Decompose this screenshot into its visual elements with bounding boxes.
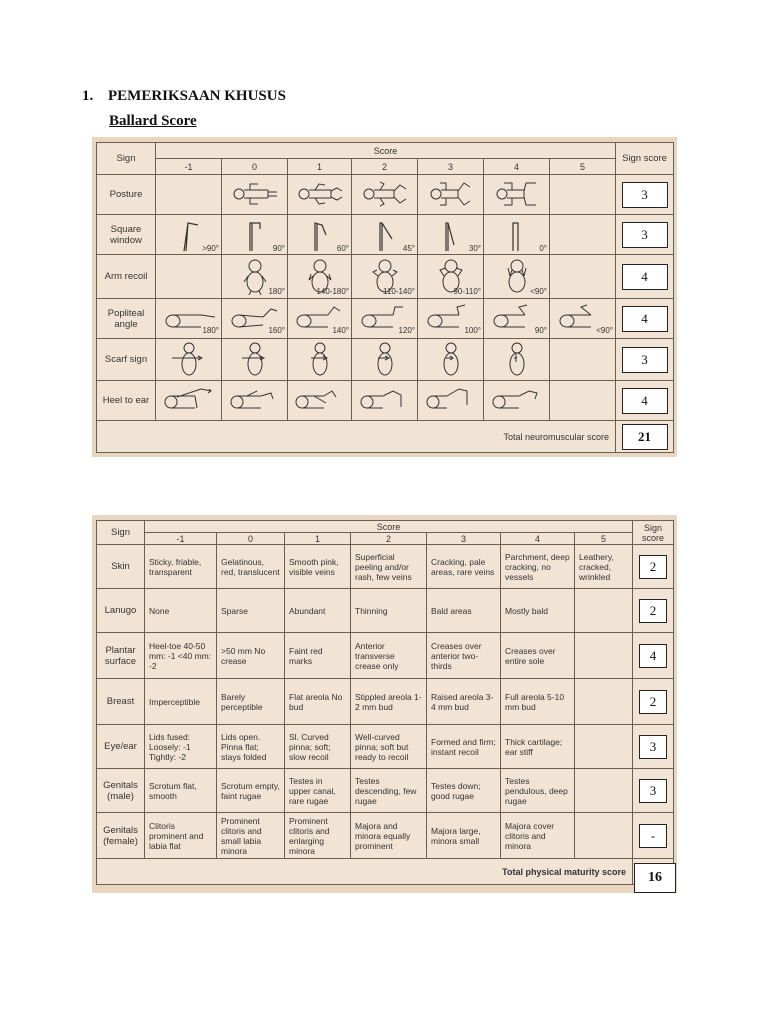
square-window-degree: 60° — [336, 243, 349, 253]
physical-criterion-cell: Sticky, friable, transparent — [145, 545, 217, 589]
physical-criterion-cell: None — [145, 589, 217, 633]
physical-criterion-cell: Mostly bald — [501, 589, 575, 633]
neuromuscular-total: 21 — [622, 424, 668, 450]
physical-criterion-cell — [575, 679, 633, 725]
physical-criterion-cell: Anterior transverse crease only — [351, 633, 427, 679]
square-window-degree: 0° — [539, 243, 547, 253]
score-col-1: 1 — [285, 533, 351, 545]
popliteal-angle-label: Popliteal angle — [97, 299, 156, 339]
arm-recoil-score: 4 — [622, 264, 668, 290]
physical-criterion-cell: Raised areola 3-4 mm bud — [427, 679, 501, 725]
sign-score-header: Sign score — [616, 143, 674, 175]
popliteal-degree: 100° — [464, 325, 481, 335]
neuromuscular-table — [96, 142, 674, 453]
square-window-label: Square window — [97, 215, 156, 255]
physical-sign-label: Breast — [97, 679, 145, 725]
posture-figure — [352, 175, 418, 215]
popliteal-degree: 90° — [534, 325, 547, 335]
physical-sign-score: 2 — [639, 555, 667, 579]
physical-criterion-cell — [575, 813, 633, 859]
physical-row — [97, 725, 674, 769]
physical-criterion-cell: Smooth pink, visible veins — [285, 545, 351, 589]
physical-row — [97, 813, 674, 859]
physical-criterion-cell: Testes pendulous, deep rugae — [501, 769, 575, 813]
posture-label: Posture — [97, 175, 156, 215]
physical-criterion-cell: Testes down; good rugae — [427, 769, 501, 813]
physical-maturity-total: 16 — [634, 863, 676, 893]
arm-recoil-degree: 180° — [268, 286, 285, 296]
scarf-sign-label: Scarf sign — [97, 339, 156, 381]
scarf-figure — [484, 339, 550, 381]
scarf-figure — [156, 339, 222, 381]
physical-criterion-cell: Scrotum empty, faint rugae — [217, 769, 285, 813]
physical-sign-label: Genitals (female) — [97, 813, 145, 859]
physical-criterion-cell: Bald areas — [427, 589, 501, 633]
popliteal-degree: 140° — [332, 325, 349, 335]
score-col-3: 3 — [427, 533, 501, 545]
popliteal-degree: 180° — [202, 325, 219, 335]
arm-recoil-degree: 140-180° — [316, 286, 349, 296]
sign-header: Sign — [97, 521, 145, 545]
scarf-figure — [418, 339, 484, 381]
score-col-4: 4 — [501, 533, 575, 545]
posture-figure — [418, 175, 484, 215]
physical-sign-label: Skin — [97, 545, 145, 589]
physical-criterion-cell: Clitoris prominent and labia flat — [145, 813, 217, 859]
heel-figure — [418, 381, 484, 421]
physical-criterion-cell: Abundant — [285, 589, 351, 633]
heel-to-ear-label: Heel to ear — [97, 381, 156, 421]
score-col-2: 2 — [352, 159, 418, 175]
physical-sign-label: Genitals (male) — [97, 769, 145, 813]
physical-criterion-cell: Lids fused: Loosely: -1 Tightly: -2 — [145, 725, 217, 769]
physical-criterion-cell: Faint red marks — [285, 633, 351, 679]
scarf-figure — [222, 339, 288, 381]
physical-row — [97, 679, 674, 725]
score-col-4: 4 — [484, 159, 550, 175]
physical-sign-score: - — [639, 824, 667, 848]
score-col-0: 0 — [222, 159, 288, 175]
heel-to-ear-score: 4 — [622, 388, 668, 414]
heel-figure — [156, 381, 222, 421]
physical-criterion-cell: Sl. Curved pinna; soft; slow recoil — [285, 725, 351, 769]
square-window-score: 3 — [622, 222, 668, 248]
physical-sign-label: Plantar surface — [97, 633, 145, 679]
popliteal-degree: 160° — [268, 325, 285, 335]
arm-recoil-degree: 90-110° — [453, 286, 481, 296]
physical-criterion-cell: Majora large, minora small — [427, 813, 501, 859]
score-col-2: 2 — [351, 533, 427, 545]
physical-sign-score: 3 — [639, 735, 667, 759]
physical-criterion-cell — [575, 725, 633, 769]
physical-criterion-cell: Well-curved pinna; soft but ready to recoil — [351, 725, 427, 769]
physical-row — [97, 589, 674, 633]
physical-criterion-cell: Superficial peeling and/or rash, few veins — [351, 545, 427, 589]
physical-total-label: Total physical maturity score — [97, 859, 633, 885]
square-window-degree: 45° — [402, 243, 415, 253]
physical-criterion-cell: >50 mm No crease — [217, 633, 285, 679]
posture-cell — [550, 175, 616, 215]
physical-maturity-table — [96, 520, 674, 885]
score-col-1: 1 — [288, 159, 352, 175]
heel-figure — [288, 381, 352, 421]
popliteal-score: 4 — [622, 306, 668, 332]
physical-row — [97, 545, 674, 589]
physical-criterion-cell: Stippled areola 1-2 mm bud — [351, 679, 427, 725]
physical-criterion-cell: Flat areola No bud — [285, 679, 351, 725]
physical-criterion-cell: Cracking, pale areas, rare veins — [427, 545, 501, 589]
scarf-figure — [352, 339, 418, 381]
posture-cell — [156, 175, 222, 215]
score-col-3: 3 — [418, 159, 484, 175]
physical-sign-score: 3 — [639, 779, 667, 803]
posture-figure — [484, 175, 550, 215]
physical-sign-score: 2 — [639, 690, 667, 714]
physical-sign-label: Lanugo — [97, 589, 145, 633]
physical-criterion-cell: Heel-toe 40-50 mm: -1 <40 mm: -2 — [145, 633, 217, 679]
physical-criterion-cell: Thinning — [351, 589, 427, 633]
square-window-degree: >90° — [202, 243, 219, 253]
heel-figure — [222, 381, 288, 421]
arm-recoil-degree: 110-140° — [383, 286, 415, 296]
physical-criterion-cell: Creases over anterior two-thirds — [427, 633, 501, 679]
physical-criterion-cell: Imperceptible — [145, 679, 217, 725]
physical-criterion-cell: Scrotum flat, smooth — [145, 769, 217, 813]
physical-criterion-cell: Prominent clitoris and enlarging minora — [285, 813, 351, 859]
physical-criterion-cell: Leathery, cracked, wrinkled — [575, 545, 633, 589]
physical-sign-score: 4 — [639, 644, 667, 668]
heel-figure — [352, 381, 418, 421]
square-window-degree: 30° — [468, 243, 481, 253]
popliteal-degree: <90° — [596, 325, 614, 335]
arm-recoil-label: Arm recoil — [97, 255, 156, 299]
physical-criterion-cell: Prominent clitoris and small labia minora — [217, 813, 285, 859]
physical-sign-score: 2 — [639, 599, 667, 623]
posture-figure — [288, 175, 352, 215]
section-title: PEMERIKSAAN KHUSUS — [108, 88, 286, 104]
score-header: Score — [145, 521, 633, 533]
neuromuscular-total-label: Total neuromuscular score — [97, 421, 616, 453]
physical-criterion-cell: Thick cartilage; ear stiff — [501, 725, 575, 769]
physical-criterion-cell: Majora and minora equally prominent — [351, 813, 427, 859]
physical-row — [97, 769, 674, 813]
physical-criterion-cell: Testes descending, few rugae — [351, 769, 427, 813]
heel-figure — [484, 381, 550, 421]
ballard-score-title: Ballard Score — [109, 113, 197, 129]
section-number: 1. — [82, 88, 94, 104]
physical-criterion-cell: Majora cover clitoris and minora — [501, 813, 575, 859]
physical-row — [97, 633, 674, 679]
score-col-5: 5 — [575, 533, 633, 545]
square-window-degree: 90° — [272, 243, 285, 253]
score-col-neg1: -1 — [145, 533, 217, 545]
score-header: Score — [156, 143, 616, 159]
popliteal-degree: 120° — [398, 325, 415, 335]
physical-criterion-cell: Barely perceptible — [217, 679, 285, 725]
score-col-neg1: -1 — [156, 159, 222, 175]
physical-criterion-cell: Gelatinous, red, translucent — [217, 545, 285, 589]
scarf-score: 3 — [622, 347, 668, 373]
arm-recoil-degree: <90° — [530, 286, 547, 296]
posture-figure — [222, 175, 288, 215]
physical-criterion-cell — [575, 769, 633, 813]
score-col-0: 0 — [217, 533, 285, 545]
section-heading — [82, 88, 286, 105]
scarf-figure — [288, 339, 352, 381]
posture-score: 3 — [622, 182, 668, 208]
physical-criterion-cell — [575, 589, 633, 633]
score-col-5: 5 — [550, 159, 616, 175]
sign-header: Sign — [97, 143, 156, 175]
sign-score-header: Sign score — [633, 521, 674, 545]
physical-criterion-cell: Lids open. Pinna flat; stays folded — [217, 725, 285, 769]
physical-sign-label: Eye/ear — [97, 725, 145, 769]
physical-criterion-cell: Testes in upper canal, rare rugae — [285, 769, 351, 813]
physical-criterion-cell — [575, 633, 633, 679]
physical-criterion-cell: Sparse — [217, 589, 285, 633]
physical-criterion-cell: Creases over entire sole — [501, 633, 575, 679]
physical-criterion-cell: Parchment, deep cracking, no vessels — [501, 545, 575, 589]
physical-criterion-cell: Formed and firm; instant recoil — [427, 725, 501, 769]
physical-criterion-cell: Full areola 5-10 mm bud — [501, 679, 575, 725]
